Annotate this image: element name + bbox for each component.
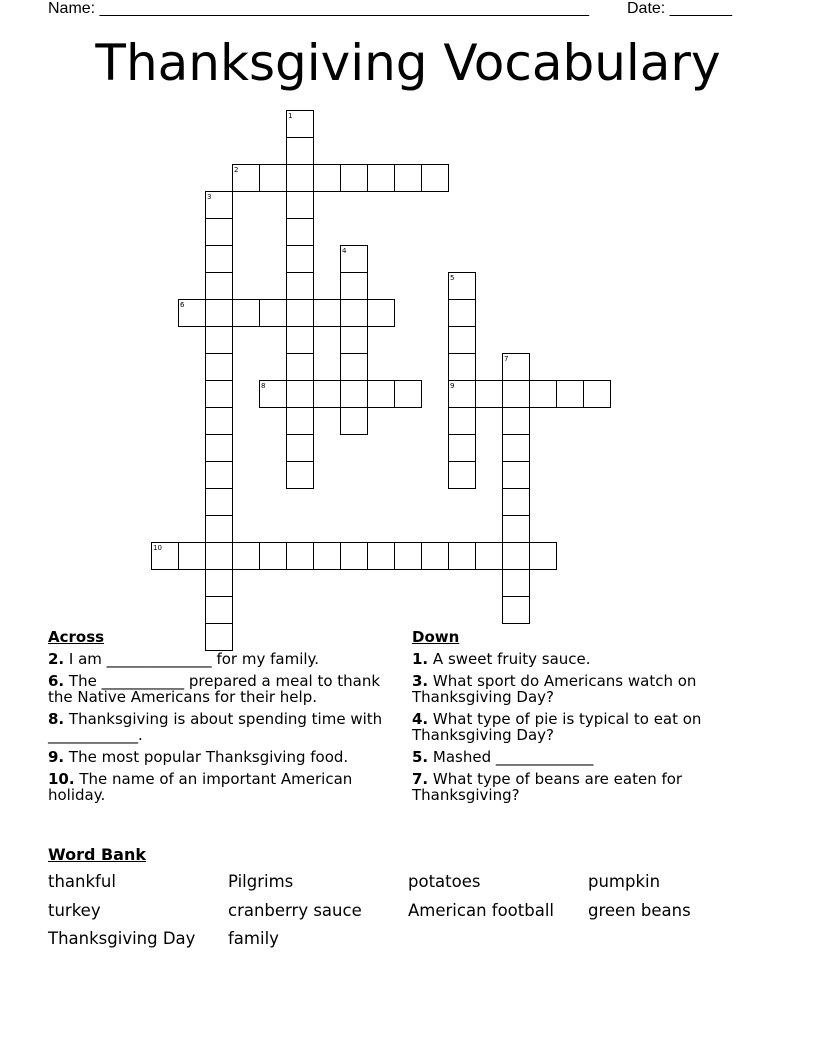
- clue-number-label: 6: [180, 301, 185, 309]
- crossword-cell[interactable]: [449, 354, 476, 381]
- crossword-cell[interactable]: [206, 462, 233, 489]
- crossword-cell[interactable]: [314, 165, 341, 192]
- clue-number-label: 2: [234, 166, 239, 174]
- crossword-cell[interactable]: [260, 165, 287, 192]
- down-clue: [412, 749, 762, 765]
- clue-number: 9.: [48, 748, 65, 766]
- across-heading: Across: [48, 628, 105, 646]
- crossword-grid: [151, 110, 612, 625]
- crossword-cell[interactable]: [206, 300, 233, 327]
- crossword-cell[interactable]: [260, 543, 287, 570]
- crossword-cell[interactable]: [206, 408, 233, 435]
- crossword-cell[interactable]: [314, 300, 341, 327]
- word-bank-item: turkey: [48, 900, 101, 920]
- crossword-cell[interactable]: [287, 192, 314, 219]
- crossword-cell[interactable]: [341, 300, 368, 327]
- crossword-cell[interactable]: [206, 273, 233, 300]
- crossword-cell[interactable]: [287, 462, 314, 489]
- down-clue: [412, 771, 762, 803]
- crossword-cell[interactable]: [395, 381, 422, 408]
- across-clue: [48, 749, 388, 765]
- clue-text: What type of beans are eaten for Thanksgiving?: [412, 770, 683, 804]
- clue-number-label: 8: [261, 382, 266, 390]
- student-header: [48, 0, 748, 20]
- crossword-cell[interactable]: [341, 327, 368, 354]
- crossword-cell[interactable]: [503, 516, 530, 543]
- crossword-cell[interactable]: [341, 273, 368, 300]
- crossword-cell[interactable]: [287, 165, 314, 192]
- clue-number-label: 7: [504, 355, 509, 363]
- word-bank-item: Thanksgiving Day: [48, 929, 196, 948]
- crossword-cell[interactable]: [503, 435, 530, 462]
- crossword-cell[interactable]: [422, 165, 449, 192]
- crossword-cell[interactable]: [287, 219, 314, 246]
- crossword-cell[interactable]: [287, 327, 314, 354]
- clue-number-label: 9: [450, 382, 455, 390]
- crossword-cell[interactable]: [287, 381, 314, 408]
- word-bank-item: green beans: [588, 900, 691, 920]
- clue-number: 6.: [48, 672, 65, 690]
- crossword-cell[interactable]: [476, 543, 503, 570]
- word-bank-heading: Word Bank: [48, 845, 147, 864]
- crossword-cell[interactable]: [206, 327, 233, 354]
- across-clue: [48, 771, 388, 803]
- crossword-cell[interactable]: [341, 543, 368, 570]
- crossword-cell[interactable]: [287, 300, 314, 327]
- clue-number-label: 10: [153, 544, 162, 552]
- crossword-cell[interactable]: [530, 381, 557, 408]
- crossword-cell[interactable]: [287, 246, 314, 273]
- crossword-cell[interactable]: [341, 408, 368, 435]
- down-clue: [412, 673, 762, 705]
- clue-number-label: 1: [288, 112, 293, 120]
- crossword-cell[interactable]: [206, 246, 233, 273]
- crossword-cell[interactable]: [287, 435, 314, 462]
- page-title: Thanksgiving Vocabulary: [95, 34, 721, 92]
- crossword-cell[interactable]: [557, 381, 584, 408]
- word-bank-item: thankful: [48, 872, 116, 891]
- crossword-cell[interactable]: [287, 543, 314, 570]
- crossword-cell[interactable]: [368, 543, 395, 570]
- crossword-cell[interactable]: [449, 327, 476, 354]
- crossword-cell[interactable]: [206, 489, 233, 516]
- crossword-cell[interactable]: [449, 543, 476, 570]
- clue-text: Thanksgiving is about spending time with ____________.: [48, 710, 383, 744]
- clue-number: 10.: [48, 770, 75, 788]
- clue-number: 8.: [48, 710, 65, 728]
- crossword-cell[interactable]: [233, 300, 260, 327]
- crossword-cell[interactable]: [179, 543, 206, 570]
- crossword-cell[interactable]: [368, 300, 395, 327]
- word-bank: [48, 872, 768, 958]
- crossword-cell[interactable]: [449, 462, 476, 489]
- crossword-cell[interactable]: [503, 462, 530, 489]
- clue-text: Mashed _____________: [432, 748, 594, 766]
- crossword-cell[interactable]: [503, 489, 530, 516]
- crossword-cell[interactable]: [206, 435, 233, 462]
- clue-text: What type of pie is typical to eat on Thanksgiving Day?: [412, 710, 702, 744]
- crossword-cell[interactable]: [368, 165, 395, 192]
- word-bank-item: cranberry sauce: [228, 900, 362, 920]
- clue-number: 1.: [412, 650, 429, 668]
- word-bank-item: American football: [408, 900, 554, 920]
- across-clue: [48, 651, 388, 667]
- crossword-cell[interactable]: [449, 435, 476, 462]
- crossword-cell[interactable]: [206, 516, 233, 543]
- clue-number: 2.: [48, 650, 65, 668]
- clue-number: 3.: [412, 672, 429, 690]
- crossword-cell[interactable]: [449, 408, 476, 435]
- crossword-cell[interactable]: [476, 381, 503, 408]
- clue-text: What sport do Americans watch on Thanksgiving Day?: [412, 672, 697, 706]
- clue-text: The ___________ prepared a meal to thank the Native Americans for their help.: [48, 672, 381, 706]
- down-clue: [412, 711, 762, 743]
- clue-number: 4.: [412, 710, 429, 728]
- crossword-cell[interactable]: [206, 354, 233, 381]
- clue-number: 7.: [412, 770, 429, 788]
- clue-text: The name of an important American holiday.: [48, 770, 353, 804]
- crossword-cell[interactable]: [206, 381, 233, 408]
- across-clue: [48, 673, 388, 705]
- clue-number-label: 4: [342, 247, 347, 255]
- crossword-cell[interactable]: [530, 543, 557, 570]
- crossword-cell[interactable]: [503, 543, 530, 570]
- word-bank-item: family: [228, 929, 279, 948]
- clue-number-label: 5: [450, 274, 455, 282]
- clue-text: A sweet fruity sauce.: [432, 650, 591, 668]
- crossword-cell[interactable]: [503, 381, 530, 408]
- crossword-cell[interactable]: [287, 138, 314, 165]
- crossword-cell[interactable]: [503, 408, 530, 435]
- crossword-cell[interactable]: [368, 381, 395, 408]
- word-bank-item: pumpkin: [588, 872, 661, 891]
- crossword-cell[interactable]: [206, 543, 233, 570]
- across-clue: [48, 711, 388, 743]
- crossword-cell[interactable]: [287, 354, 314, 381]
- date-field-label[interactable]: Date: _______: [627, 0, 732, 17]
- crossword-cell[interactable]: [314, 381, 341, 408]
- crossword-cell[interactable]: [287, 273, 314, 300]
- clue-text: I am ______________ for my family.: [68, 650, 320, 668]
- clue-number-label: 3: [207, 193, 212, 201]
- clue-text: The most popular Thanksgiving food.: [68, 748, 349, 766]
- down-clues: [412, 628, 762, 809]
- crossword-cell[interactable]: [341, 165, 368, 192]
- word-bank-item: Pilgrims: [228, 872, 294, 891]
- crossword-cell[interactable]: [584, 381, 611, 408]
- name-field-label[interactable]: Name: _______________________________________________________: [48, 0, 589, 17]
- down-heading: Down: [412, 628, 460, 646]
- crossword-cell[interactable]: [503, 597, 530, 624]
- crossword-cell[interactable]: [503, 570, 530, 597]
- down-clue: [412, 651, 762, 667]
- across-clues: [48, 628, 388, 809]
- crossword-cell[interactable]: [395, 165, 422, 192]
- crossword-cell[interactable]: [260, 300, 287, 327]
- crossword-cell[interactable]: [341, 354, 368, 381]
- crossword-cell[interactable]: [422, 543, 449, 570]
- clue-number: 5.: [412, 748, 429, 766]
- crossword-cell[interactable]: [395, 543, 422, 570]
- word-bank-item: potatoes: [408, 872, 481, 891]
- crossword-cell[interactable]: [206, 570, 233, 597]
- crossword-cell[interactable]: [233, 543, 260, 570]
- crossword-cell[interactable]: [287, 408, 314, 435]
- crossword-cell[interactable]: [449, 300, 476, 327]
- crossword-cell[interactable]: [206, 219, 233, 246]
- crossword-cell[interactable]: [341, 381, 368, 408]
- crossword-cell[interactable]: [206, 597, 233, 624]
- crossword-cell[interactable]: [314, 543, 341, 570]
